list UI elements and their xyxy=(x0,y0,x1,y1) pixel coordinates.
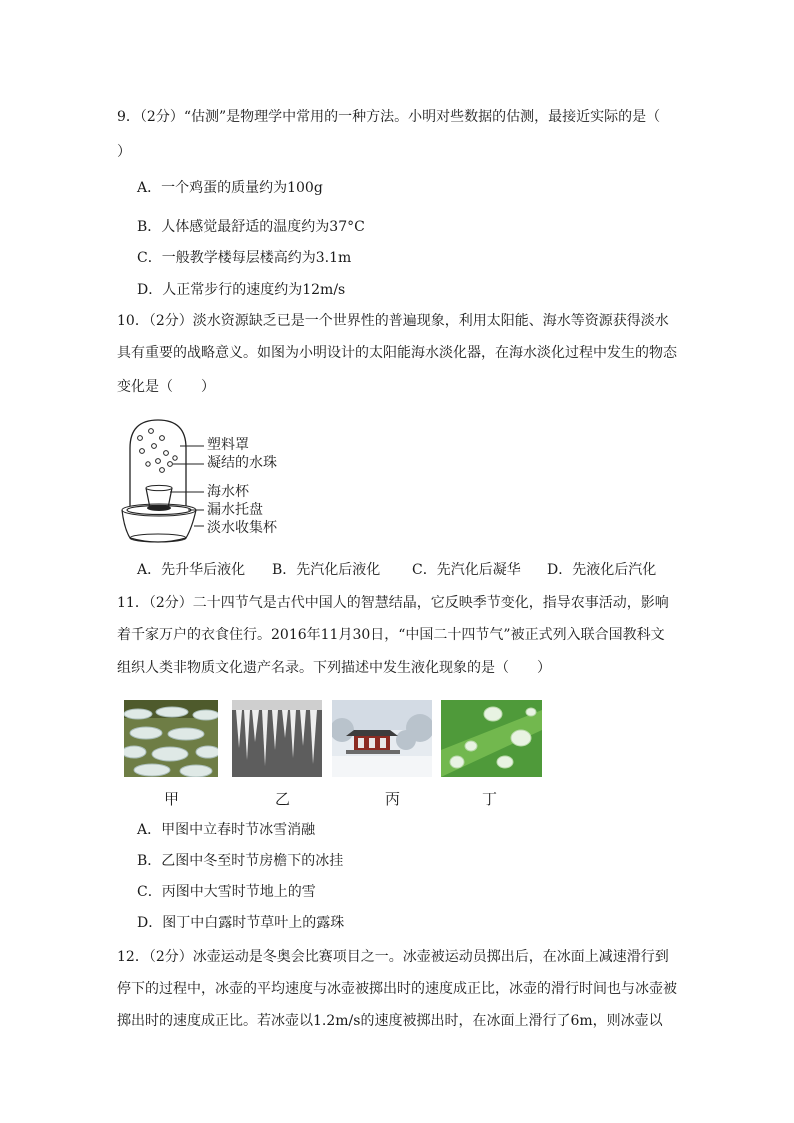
q11-stem-line3: 组织人类非物质文化遗产名录。下列描述中发生液化现象的是（ ） xyxy=(117,660,551,676)
q12-stem-line3: 掷出时的速度成正比。若冰壶以1.2m/s的速度被掷出时，在冰面上滑行了6m，则冰壶以 xyxy=(117,1013,663,1029)
q9-option-c: C．一般教学楼每层楼高约为3.1m xyxy=(137,250,352,266)
label-condensed-droplets: 凝结的水珠 xyxy=(207,455,277,471)
photo-snow-pavilion xyxy=(332,700,432,777)
label-leak-tray: 漏水托盘 xyxy=(207,502,263,518)
caption-jia: 甲 xyxy=(164,790,180,808)
q9-stem-line2: ） xyxy=(117,144,131,160)
q11-option-d: D．图丁中白露时节草叶上的露珠 xyxy=(137,915,345,931)
q9-option-b: B．人体感觉最舒适的温度约为37°C xyxy=(137,219,365,235)
caption-ding: 丁 xyxy=(482,790,498,808)
caption-yi: 乙 xyxy=(275,790,291,808)
photo-dew-drops xyxy=(441,700,542,777)
q11-option-b: B．乙图中冬至时节房檐下的冰挂 xyxy=(137,853,344,869)
q11-option-c: C．丙图中大雪时节地上的雪 xyxy=(137,884,316,900)
q10-option-a: A．先升华后液化 xyxy=(137,562,246,578)
photo-melting-ice xyxy=(124,700,218,777)
photo-icicles xyxy=(232,700,322,777)
q10-option-b: B．先汽化后液化 xyxy=(272,562,381,578)
q9-option-d: D．人正常步行的速度约为12m/s xyxy=(137,282,346,298)
label-fresh-water-cup: 淡水收集杯 xyxy=(207,520,277,536)
q10-option-d: D．先液化后汽化 xyxy=(547,562,657,578)
caption-bing: 丙 xyxy=(385,790,401,808)
q12-stem-line2: 停下的过程中，冰壶的平均速度与冰壶被掷出时的速度成正比，冰壶的滑行时间也与冰壶被 xyxy=(117,981,677,997)
label-seawater-cup: 海水杯 xyxy=(207,484,249,500)
q11-option-a: A．甲图中立春时节冰雪消融 xyxy=(137,822,316,838)
q12-stem-line1: 12．（2分）冰壶运动是冬奥会比赛项目之一。冰壶被运动员掷出后，在冰面上减速滑行到 xyxy=(117,949,669,965)
q10-stem-line3: 变化是（ ） xyxy=(117,379,215,395)
label-plastic-cover: 塑料罩 xyxy=(207,437,249,453)
solar-desalinator-diagram xyxy=(118,418,208,548)
q11-stem-line2: 着千家万户的衣食住行。2016年11月30日，“中国二十四节气”被正式列入联合国教科文 xyxy=(117,627,665,643)
q11-stem-line1: 11．（2分）二十四节气是古代中国人的智慧结晶，它反映季节变化，指导农事活动，影响 xyxy=(117,595,669,611)
q9-option-a: A．一个鸡蛋的质量约为100g xyxy=(137,180,323,196)
q10-stem-line2: 具有重要的战略意义。如图为小明设计的太阳能海水淡化器，在海水淡化过程中发生的物态 xyxy=(117,345,677,361)
q10-option-c: C．先汽化后凝华 xyxy=(412,562,521,578)
q10-stem-line1: 10．（2分）淡水资源缺乏已是一个世界性的普遍现象，利用太阳能、海水等资源获得淡水 xyxy=(117,313,669,329)
q9-stem-line1: 9．（2分）“估测”是物理学中常用的一种方法。小明对些数据的估测，最接近实际的是（ xyxy=(117,109,661,125)
